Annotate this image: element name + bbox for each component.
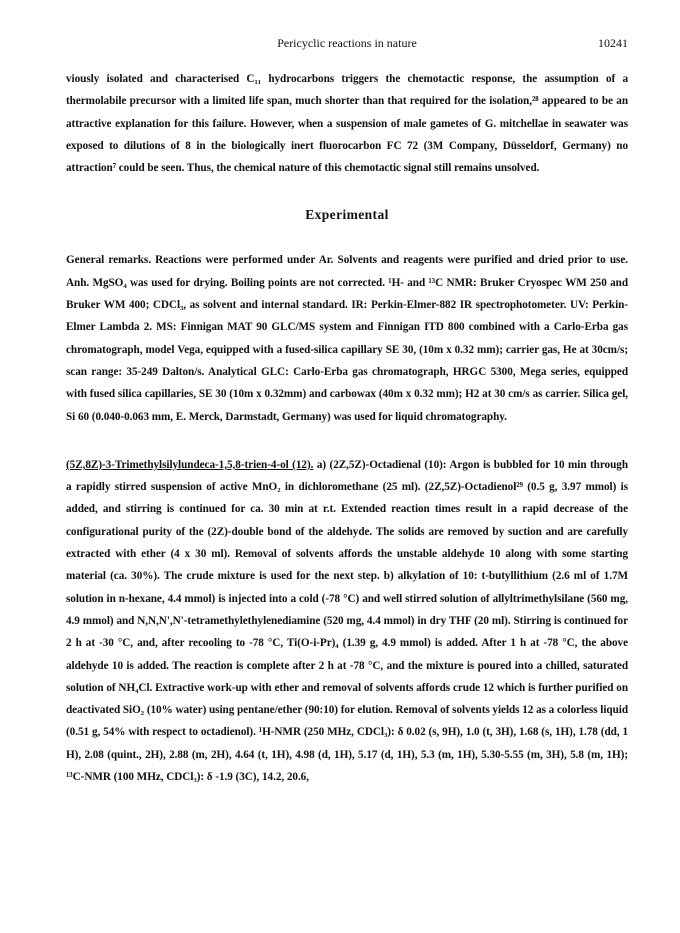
running-title: Pericyclic reactions in nature [277, 36, 417, 50]
procedure-body: a) (2Z,5Z)-Octadienal (10): Argon is bubbled for 10 min through a rapidly stirred suspension of active MnO₂ in dichloromethane (25 ml). (2Z,5Z)-Octadienol²⁹ (0.5 g, 3.97 mmol) is added, and stirring is continued for ca. 30 min at r.t. Extended reaction times result in a rapid decrease of the configurational purity of the (2Z)-double bond of the aldehyde. The solids are removed by suction and are carefully extracted with ether (4 x 30 ml). Removal of solvents affords the unstable aldehyde 10 along with some starting material (ca. 30%). The crude mixture is used for the next step. b) alkylation of 10: t-butyllithium (2.6 ml of 1.7M solution in n-hexane, 4.4 mmol) is injected into a cold (-78 °C) and well stirred solution of allyltrimethylsilane (560 mg, 4.9 mmol) and N,N,N',N'-tetramethylethylenediamine (520 mg, 4.4 mmol) in dry THF (20 ml). Stirring is continued for 2 h at -30 °C, and, after recooling to -78 °C, Ti(O-i-Pr)₄ (1.39 g, 4.9 mmol) is added. After 1 h at -78 °C, the above aldehyde 10 is added. The reaction is complete after 2 h at -78 °C, and the mixture is poured into a chilled, saturated solution of NH₄Cl. Extractive work-up with ether and removal of solvents affords crude 12 which is further purified on deactivated SiO₂ (10% water) using pentane/ether (90:10) for elution. Removal of solvents yields 12 as a colorless liquid (0.51 g, 54% with respect to octadienol). ¹H-NMR (250 MHz, CDCl₃): δ 0.02 (s, 9H), 1.0 (t, 3H), 1.68 (s, 1H), 1.78 (dd, 1 H), 2.08 (quint., 2H), 2.88 (m, 2H), 4.64 (t, 1H), 4.98 (d, 1H), 5.17 (d, 1H), 5.3 (m, 1H), 5.30-5.55 (m, 3H), 5.8 (m, 1H); ¹³C-NMR (100 MHz, CDCl₃): δ -1.9 (3C), 14.2, 20.6, [66, 458, 628, 784]
procedure-title: (5Z,8Z)-3-Trimethylsilylundeca-1,5,8-trien-4-ol (12). [66, 458, 314, 471]
section-heading: Experimental [305, 207, 389, 223]
intro-paragraph: viously isolated and characterised C₁₁ hydrocarbons triggers the chemotactic response, the assumption of a thermolabile precursor with a limited life span, much shorter than that required for the isolation,²⁸ appeared to be an attractive explanation for this failure. However, when a suspension of male gametes of G. mitchellae in seawater was exposed to dilutions of 8 in the biologically inert fluorocarbon FC 72 (3M Company, Düsseldorf, Germany) no attraction⁷ could be seen. Thus, the chemical nature of this chemotactic signal still remains unsolved. [66, 73, 628, 175]
procedure-paragraph [66, 454, 628, 788]
general-remarks-paragraph: General remarks. Reactions were performed under Ar. Solvents and reagents were purified and dried prior to use. Anh. MgSO₄ was used for drying. Boiling points are not corrected. ¹H- and ¹³C NMR: Bruker Cryospec WM 250 and Bruker WM 400; CDCl₃, as solvent and internal standard. IR: Perkin-Elmer-882 IR spectrophotometer. UV: Perkin-Elmer Lambda 2. MS: Finnigan MAT 90 GLC/MS system and Finnigan ITD 800 combined with a Carlo-Erba gas chromatograph, model Vega, equipped with a fused-silica capillary SE 30, (10m x 0.32 mm); carrier gas, He at 30cm/s; scan range: 35-249 Dalton/s. Analytical GLC: Carlo-Erba gas chromatograph, HRGC 5300, Mega series, equipped with fused silica capillaries, SE 30 (10m x 0.32mm) and carbowax (40m x 0.32 mm); H2 at 30 cm/s as carrier. Silica gel, Si 60 (0.040-0.063 mm, E. Merck, Darmstadt, Germany) was used for liquid chromatography. [66, 254, 628, 423]
page-header [66, 0, 628, 54]
page-number: 10241 [598, 36, 628, 50]
